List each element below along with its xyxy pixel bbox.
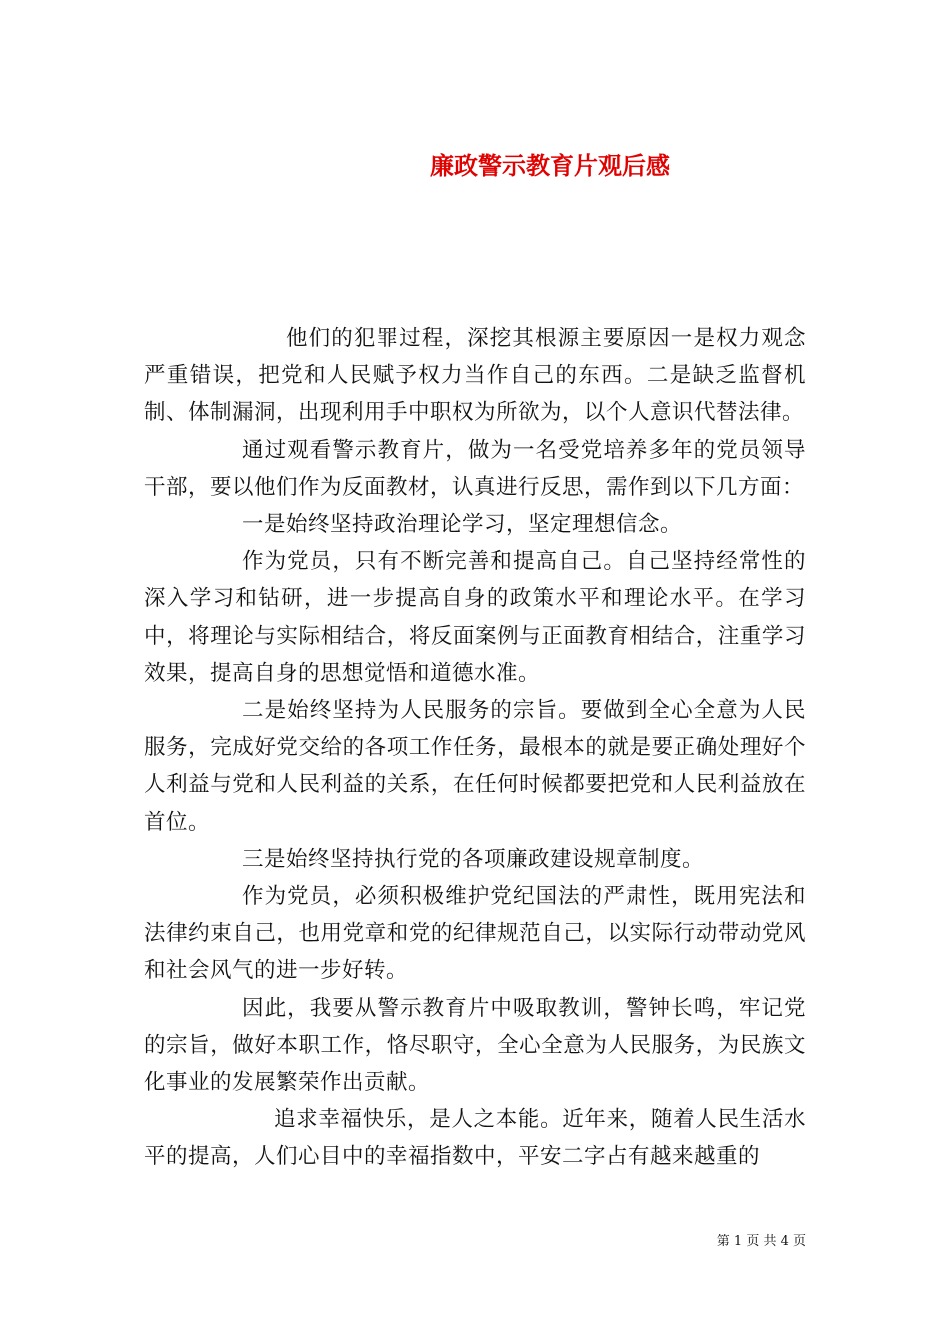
paragraph: 一是始终坚持政治理论学习，坚定理想信念。 bbox=[242, 512, 683, 538]
paragraph: 三是始终坚持执行党的各项廉政建设规章制度。 bbox=[242, 846, 705, 872]
paragraph: 他们的犯罪过程，深挖其根源主要原因一是权力观念严重错误，把党和人民赋予权力当作自己的东西。二是缺乏监督机制、体制漏洞，出现利用手中职权为所欲为，以个人意识代替法律。 bbox=[144, 326, 806, 426]
paragraph: 作为党员，只有不断完善和提高自己。自己坚持经常性的深入学习和钻研，进一步提高自身的政策水平和理论水平。在学习中，将理论与实际相结合，将反面案例与正面教育相结合，注重学习效果，提高自身的思想觉悟和道德水准。 bbox=[144, 549, 806, 686]
paragraph: 二是始终坚持为人民服务的宗旨。要做到全心全意为人民服务，完成好党交给的各项工作任务，最根本的就是要正确处理好个人利益与党和人民利益的关系，在任何时候都要把党和人民利益放在首位。 bbox=[144, 698, 806, 835]
document-body bbox=[144, 320, 806, 1176]
paragraph: 作为党员，必须积极维护党纪国法的严肃性，既用宪法和法律约束自己，也用党章和党的纪律规范自己，以实际行动带动党风和社会风气的进一步好转。 bbox=[144, 884, 806, 984]
paragraph: 因此，我要从警示教育片中吸取教训，警钟长鸣，牢记党的宗旨，做好本职工作，恪尽职守，全心全意为人民服务，为民族文化事业的发展繁荣作出贡献。 bbox=[144, 995, 806, 1096]
page-title: 廉政警示教育片观后感 bbox=[430, 151, 670, 181]
page-number-footer: 第 1 页 共 4 页 bbox=[716, 1234, 806, 1249]
paragraph: 通过观看警示教育片，做为一名受党培养多年的党员领导干部，要以他们作为反面教材，认真进行反思，需作到以下几方面： bbox=[144, 437, 806, 500]
paragraph: 追求幸福快乐，是人之本能。近年来，随着人民生活水平的提高，人们心目中的幸福指数中，平安二字占有越来越重的 bbox=[144, 1107, 806, 1170]
